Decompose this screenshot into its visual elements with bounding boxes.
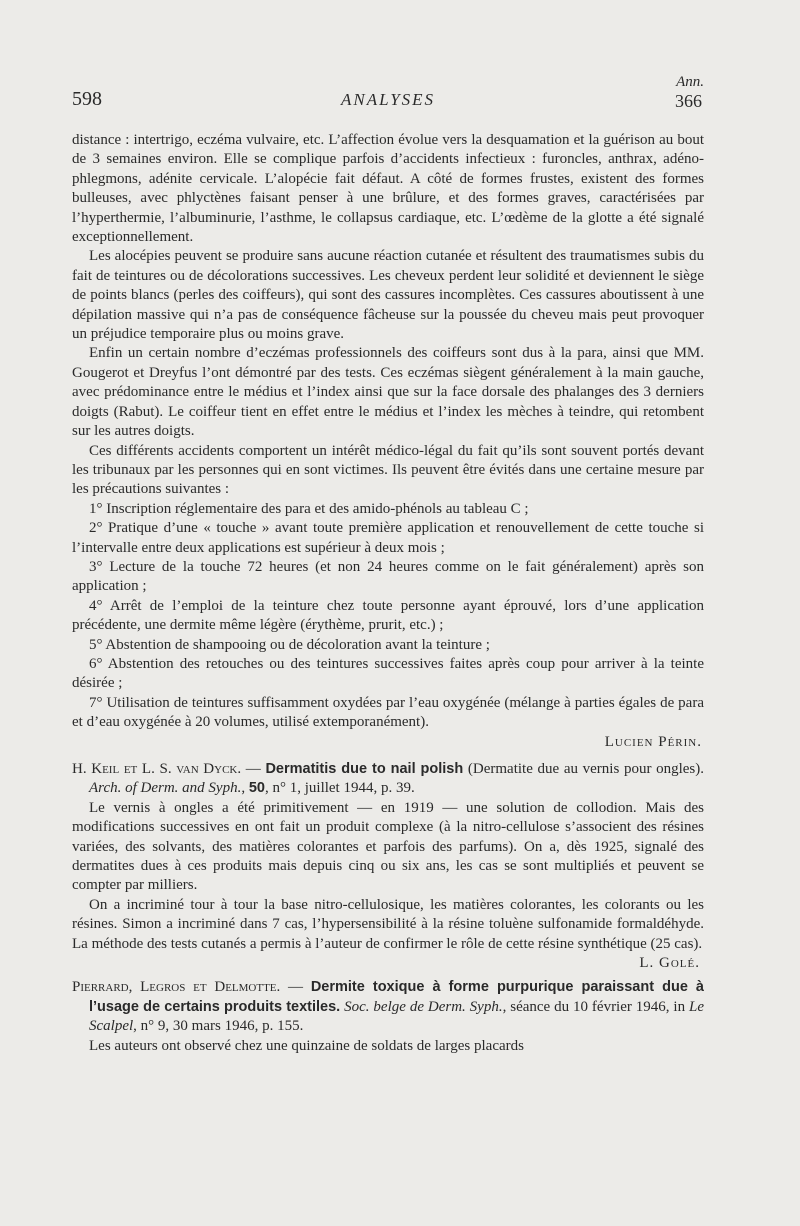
ref-authors: Pierrard, Legros et Delmotte. — [72, 979, 281, 996]
list-item: 7° Utilisation de teintures suffisamment oxydées par l’eau oxygénée (mélange à parties égales de para et d’eau oxygénée à 20 volumes, utilisé extemporanément). — [72, 694, 704, 731]
article-body — [72, 131, 704, 1056]
volume-number: 366 — [675, 91, 702, 111]
running-header — [72, 74, 704, 114]
reference-entry — [72, 760, 704, 799]
running-title: ANALYSES — [340, 90, 436, 109]
annales-label: Ann. — [676, 74, 704, 90]
paragraph: Les auteurs ont observé chez une quinzaine de soldats de larges placards — [89, 1037, 524, 1054]
list-item: 5° Abstention de shampooing ou de décoloration avant la teinture ; — [89, 636, 490, 653]
ref-journal: Arch. of Derm. and Syph. — [89, 780, 242, 797]
list-item: 4° Arrêt de l’emploi de la teinture chez toute personne ayant éprouvé, lors d’une application précédente, une dermite même légère (érythème, prurit, etc.) ; — [72, 597, 704, 634]
ref-authors: H. Keil et L. S. van Dyck. — [72, 761, 242, 777]
author-signature: L. Golé. — [639, 955, 700, 972]
ref-separator: , — [241, 780, 249, 797]
ref-dash: — — [280, 979, 311, 996]
paragraph: Les alocépies peuvent se produire sans aucune réaction cutanée et résultent des traumatismes subis du fait de teintures ou de décolorations successives. Les cheveux perdent leur solidité et deviennent le siège de points blancs (perles des coiffeurs), qui sont des cassures incomplètes. Ces cassures aboutissent à une dépilation massive qui n’a pas de conséquence fâcheuse sur la poussée du cheveu mais peut provoquer un préjudice temporaire plus ou moins grave. — [72, 248, 704, 343]
ref-details: , n° 1, juillet 1944, p. 39. — [264, 780, 415, 797]
ref-details: , séance du 10 février 1946, in — [502, 998, 690, 1015]
ref-details: , n° 9, 30 mars 1946, p. 155. — [133, 1018, 304, 1035]
paragraph: Le vernis à ongles a été primitivement — en 1919 — une solution de collodion. Mais des modifications successives en ont fait un produit complexe (à la nitro-cellulose s’associent des résines variées, des solvants, des matières colorantes et parfois des parfums). On a, dès 1925, signalé des dermatites dues à ces produits mais depuis cinq ou six ans, les cas se sont multipliés et peuvent se compter par milliers. — [72, 799, 704, 894]
ref-translation: (Dermatite due au vernis pour ongles). — [463, 761, 705, 777]
paragraph: On a incriminé tour à tour la base nitro-cellulosique, les matières colorantes, les colorants ou les résines. Simon a incriminé dans 7 cas, l’hypersensibilité à la résine toluène sulfonamide formaldéhyde. La méthode des tests cutanés a permis à l’auteur de confirmer le rôle de cette résine synthétique (25 cas). — [72, 896, 704, 952]
reference-entry — [72, 978, 704, 1036]
ref-volume: 50 — [248, 780, 265, 797]
author-signature: Lucien Périn. — [604, 733, 702, 750]
ref-journal: Le Scalpel — [89, 998, 705, 1035]
paragraph: Ces différents accidents comportent un intérêt médico-légal du fait qu’ils sont souvent portés devant les tribunaux par les personnes qui en sont victimes. Ils peuvent être évités dans une certaine mesure par les précautions suivantes : — [72, 442, 704, 498]
page-number: 598 — [72, 88, 102, 110]
list-item: 2° Pratique d’une « touche » avant toute première application et renouvellement de cette touche si l’intervalle entre deux applications est supérieur à deux mois ; — [72, 520, 704, 556]
list-item: 3° Lecture de la touche 72 heures (et non 24 heures comme on le fait généralement) après son application ; — [72, 558, 704, 595]
ref-title: Dermite toxique à forme purpurique paraissant due à l’usage de certains produits textiles. — [89, 979, 705, 1015]
ref-title: Dermatitis due to nail polish — [265, 761, 464, 777]
paragraph: Enfin un certain nombre d’eczémas professionnels des coiffeurs sont dus à la para, ainsi que MM. Gougerot et Dreyfus l’ont démontré par des tests. Ces eczémas siègent généralement à la main gauche, avec prédominance entre le médius et l’index ainsi que sur la face dorsale des phalanges des 3 derniers doigts (Rabut). Le coiffeur tient en effet entre le médius et l’index les mèches à teindre, qui retombent sur les autres doigts. — [72, 345, 704, 440]
list-item: 6° Abstention des retouches ou des teintures successives faites après coup pour arriver à la teinte désirée ; — [72, 655, 704, 692]
ref-dash: — — [241, 761, 266, 777]
ref-journal: Soc. belge de Derm. Syph. — [344, 998, 503, 1015]
paragraph: distance : intertrigo, eczéma vulvaire, etc. L’affection évolue vers la desquamation et la guérison au bout de 3 semaines environ. Elle se complique parfois d’accidents infectieux : furoncles, anthrax, adéno-phlegmons, adénite cervicale. L’alopécie fait défaut. A côté de formes frustes, existent des formes bulleuses, avec phlyctènes faisant penser à une brûlure, et des formes graves, caractérisées par l’hyperthermie, l’albuminurie, l’asthme, le collapsus cardiaque, etc. L’œdème de la glotte a été signalé exceptionnellement. — [72, 132, 704, 246]
list-item: 1° Inscription réglementaire des para et des amido-phénols au tableau C ; — [89, 500, 529, 517]
